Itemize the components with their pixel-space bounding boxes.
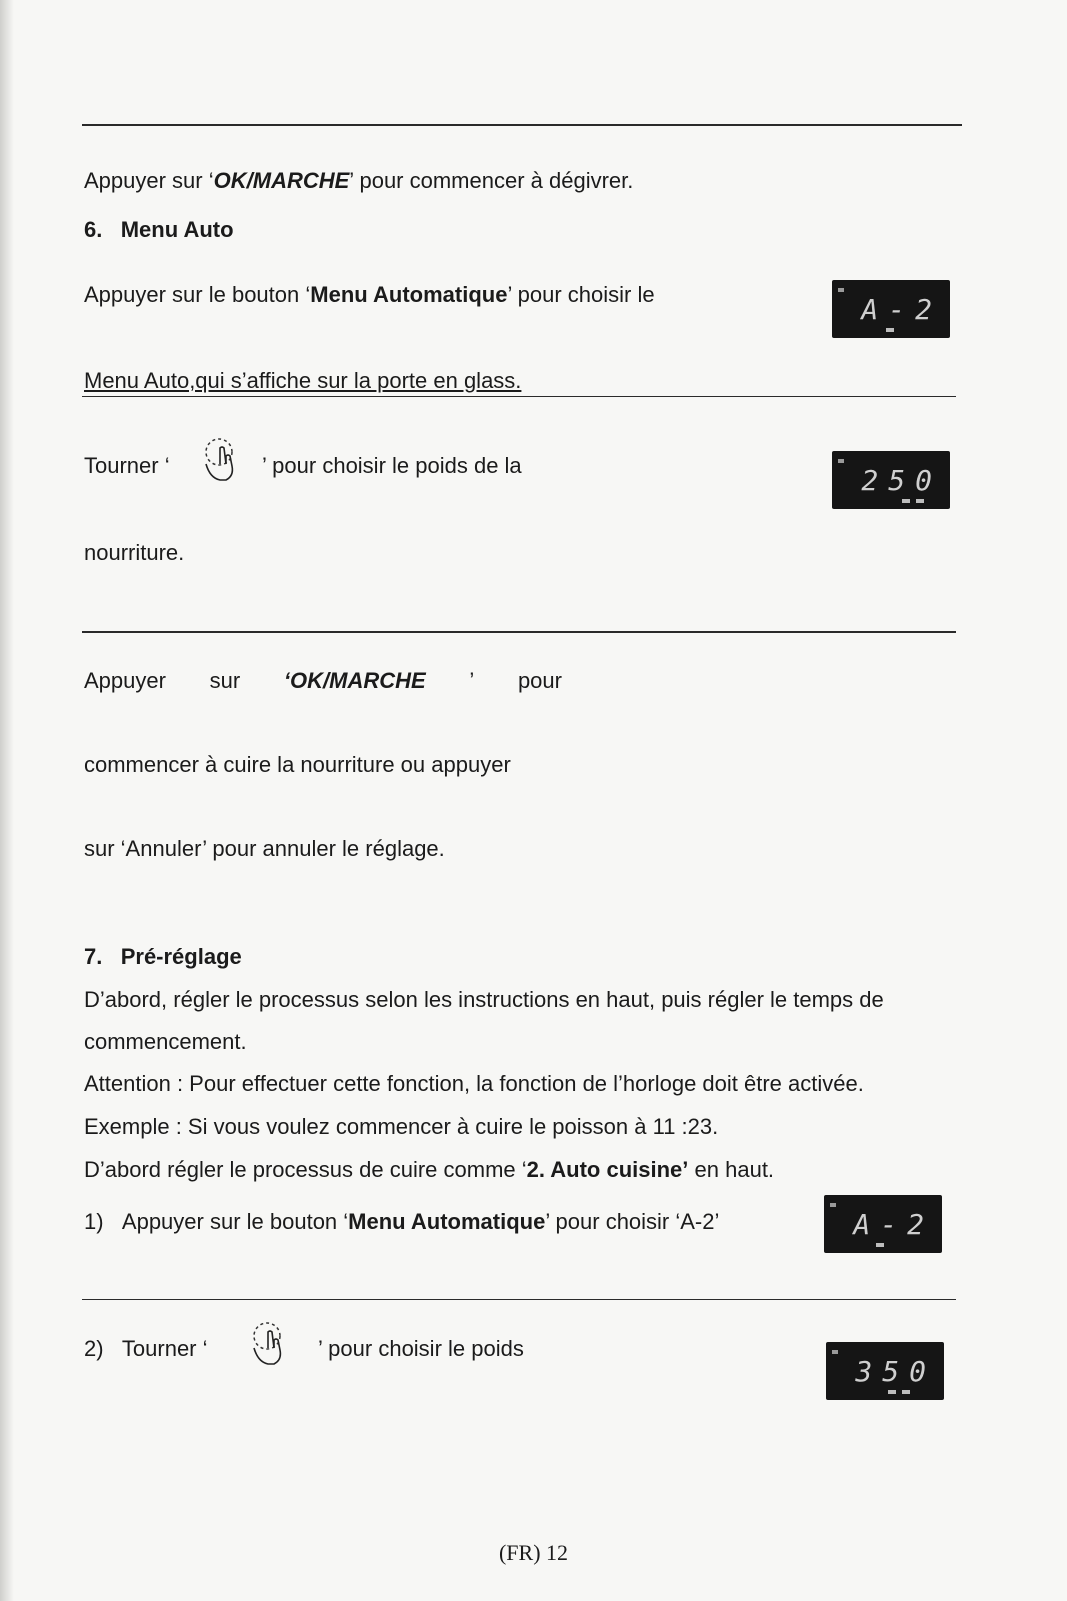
defrost-instruction: Appuyer sur ‘OK/MARCHE’ pour commencer à dégivrer. [84, 168, 634, 193]
section-6-heading: 6. Menu Auto [84, 217, 234, 242]
display-250: 250 [832, 451, 950, 509]
preset-attention: Attention : Pour effectuer cette fonction, la fonction de l’horloge doit être activée. [84, 1071, 864, 1096]
divider-3 [82, 1299, 956, 1300]
start-cooking-line: Appuyer sur ‘OK/MARCHE ’ pour [84, 668, 562, 693]
divider-1 [82, 396, 956, 397]
scan-edge-shadow [0, 0, 14, 1601]
start-cooking-line-3: sur ‘Annuler’ pour annuler le réglage. [84, 836, 445, 861]
preset-paragraph-1-cont: commencement. [84, 1029, 247, 1054]
preset-example: Exemple : Si vous voulez commencer à cuire le poisson à 11 :23. [84, 1114, 719, 1139]
step-2: 2) Tourner ‘ [84, 1336, 208, 1361]
step-2-end: ’ pour choisir le poids [318, 1336, 524, 1361]
page-number: (FR) 12 [498, 1540, 569, 1565]
turn-knob-weight-line-end: ’ pour choisir le poids de la [262, 453, 522, 478]
turn-knob-weight-cont: nourriture. [84, 540, 185, 565]
step-1: 1) Appuyer sur le bouton ‘Menu Automatique’ pour choisir ‘A-2’ [84, 1209, 720, 1234]
auto-menu-door-text: Menu Auto,qui s’affiche sur la porte en glass. [84, 368, 522, 393]
turn-knob-weight-line: Tourner ‘ [84, 453, 170, 478]
auto-menu-instruction: Appuyer sur le bouton ‘Menu Automatique’ pour choisir le [84, 282, 655, 307]
display-a2-step1: A-2 [824, 1195, 942, 1253]
knob-hand-icon [244, 1318, 290, 1374]
knob-hand-icon [196, 434, 242, 490]
section-7-heading: 7. Pré-réglage [84, 944, 242, 969]
preset-first-step: D’abord régler le processus de cuire comme ‘2. Auto cuisine’ en haut. [84, 1157, 775, 1182]
divider-2 [82, 631, 956, 633]
divider-top [82, 124, 962, 126]
display-a2: A-2 [832, 280, 950, 338]
display-350: 350 [826, 1342, 944, 1400]
start-cooking-line-2: commencer à cuire la nourriture ou appuyer [84, 752, 511, 777]
preset-paragraph-1: D’abord, régler le processus selon les instructions en haut, puis régler le temps de [84, 987, 884, 1012]
